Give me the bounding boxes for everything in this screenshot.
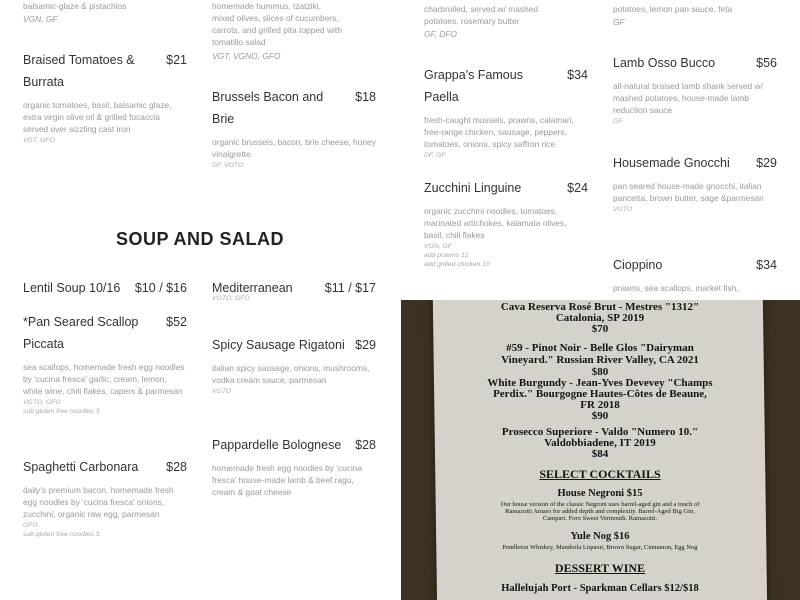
fragment-line: potatoes, rosemary butter — [424, 16, 520, 26]
item-price: $29 — [355, 338, 376, 352]
item-name-line: *Pan Seared Scallop — [23, 315, 139, 329]
item-name: Lentil Soup 10/16 — [23, 281, 121, 295]
item-price: $18 — [355, 90, 376, 104]
menu-item-braised-tomatoes — [23, 49, 187, 145]
item-tags: GF, VGTO — [212, 162, 244, 169]
item-price: $24 — [567, 181, 588, 195]
item-name — [23, 49, 135, 93]
cocktail-title: House Negroni $15 — [557, 488, 643, 499]
item-name-line: Piccata — [23, 337, 64, 351]
item-price: $34 — [567, 68, 588, 82]
item-price: $52 — [166, 315, 187, 329]
wine-line: #59 - Pinot Noir - Belle Glos "Dairyman — [506, 342, 694, 354]
item-price: $56 — [756, 56, 777, 70]
menu-item-cioppino — [613, 254, 777, 294]
fragment-desc: potatoes, lemon pan sauce, feta — [613, 4, 733, 14]
item-name: Brussels Bacon and Brie — [212, 90, 324, 126]
item-tags: VGTO — [212, 388, 232, 395]
item-name — [23, 311, 138, 355]
item-addon: sub gluten free noodles 3 — [23, 531, 100, 538]
item-addon: add grilled chicken 10 — [424, 261, 490, 268]
fragment-tags: GF, DFO — [424, 29, 457, 39]
wine-line: Catalonia, SP 2019 — [555, 312, 645, 324]
fragment-tags: VGN, GF — [23, 14, 58, 24]
fragment-line: carrots, and grilled pita topped with — [212, 25, 342, 35]
cocktail-desc: Our house version of the classic Negroni uses barrel-aged gin and a touch of — [500, 501, 700, 508]
wine-line: Prosecco Superiore - Valdo "Numero 10." — [501, 426, 699, 438]
item-description: organic brussels, bacon, brie cheese, honey vinaigrette — [212, 137, 376, 159]
item-price: $34 — [756, 258, 777, 272]
wine-list-photo — [401, 300, 800, 600]
fragment-line: charbroiled, served w/ mashed — [424, 4, 539, 14]
wine-line: Cava Reserva Rosé Brut - Mestres "1312" — [500, 301, 700, 313]
fragment-line: homemade hummus, tzatziki, — [212, 1, 321, 11]
item-addon: sub gluten free noodles 3 — [23, 408, 100, 415]
item-tags: VGTO — [613, 206, 633, 213]
item-tags: VGTO, GFO — [23, 399, 61, 406]
menu-item-zucchini — [424, 177, 588, 269]
fragment-tags: VGT, VGNO, GFO — [212, 51, 281, 61]
cocktail-desc: Ramazotti Amaro for added depth and complexity. Barrel-Aged Big Gin, — [505, 508, 695, 515]
item-description: organic zucchini noodles, tomatoes, marinated artichokes, kalamata olives, basil, chili flakes — [424, 206, 567, 240]
item-description: daily's premium bacon, homemade fresh egg noodles by 'cucina fresca' onions, zucchini, organic raw egg, parmesan — [23, 485, 174, 519]
item-name: Mediterranean — [212, 281, 293, 295]
item-name: Spicy Sausage Rigatoni — [212, 338, 345, 352]
item-tags: VGT, GFO — [23, 137, 55, 144]
wine-price: $80 — [591, 366, 609, 378]
menu-item-paella — [424, 64, 588, 160]
item-description: fresh-caught mussels, prawns, calamari, free-range chicken, sausage, peppers, tomatoes, onions, spicy saffron rice — [424, 115, 574, 149]
section-heading: SOUP AND SALAD — [116, 229, 285, 249]
item-tags: DF, GF — [424, 152, 446, 159]
item-name: Housemade Gnocchi — [613, 156, 730, 170]
item-name: Grappa's Famous Paella — [424, 68, 523, 104]
menu-item-lentil-soup — [23, 277, 187, 299]
item-description: homemade fresh egg noodles by 'cucina fresca' house-made lamb & beef ragu, cream & goat cheese — [212, 463, 363, 497]
fragment-line: mixed olives, slices of cucumbers, — [212, 13, 339, 23]
fragment-desc — [424, 3, 538, 27]
item-name: Pappardelle Bolognese — [212, 438, 342, 452]
wine-line: White Burgundy - Jean-Yves Devevey "Champs — [487, 377, 713, 389]
item-description: organic tomatoes, basil, balsamic glaze, extra virgin olive oil & grilled focaccia served over sizzling cast iron — [23, 100, 172, 134]
item-name: Lamb Osso Bucco — [613, 56, 716, 70]
menu-item-brussels — [212, 86, 376, 170]
item-description: pan seared house-made gnocchi, italian pancetta, brown butter, sage &parmesan — [613, 181, 764, 203]
item-tags: VGTO, GFO — [212, 295, 250, 302]
dessert-wine-heading: DESSERT WINE — [554, 561, 646, 575]
item-price: $28 — [166, 460, 187, 474]
item-tags: GF — [613, 118, 623, 125]
wine-price: $90 — [591, 410, 609, 422]
menu-item-carbonara — [23, 456, 187, 539]
item-name-line: Braised Tomatoes & — [23, 53, 135, 67]
menu-item-bolognese — [212, 434, 376, 498]
menu-item-mediterranean — [212, 277, 376, 303]
dessert-wine-line: Hallelujah Port - Sparkman Cellars $12/$18 — [501, 583, 699, 594]
menu-item-scallop-piccata — [23, 311, 187, 416]
fragment-desc — [212, 0, 342, 48]
item-price: $28 — [355, 438, 376, 452]
item-tags: GFO — [23, 522, 38, 529]
item-price: $21 — [166, 53, 187, 67]
wine-line: Valdobbiadene, IT 2019 — [544, 437, 656, 449]
cocktail-title: Yule Nog $16 — [570, 531, 630, 542]
wine-line: Perdix." Bourgogne Hautes-Côtes de Beaune, — [493, 388, 707, 400]
menu-item-gnocchi — [613, 152, 777, 214]
cocktail-desc: Pendleton Whiskey, Mandorla Liqueur, Brown Sugar, Cinnamon, Egg Nog — [502, 544, 698, 551]
item-addon: add prawns 12 — [424, 252, 469, 259]
item-description: prawns, sea scallops, market fish, — [613, 283, 739, 293]
item-name: Cioppino — [613, 258, 663, 272]
item-name: Spaghetti Carbonara — [23, 460, 139, 474]
fragment-line: tomatillo salad — [212, 37, 266, 47]
fragment-desc: balsamic-glaze & pistachios — [23, 1, 127, 11]
wine-line: Vineyard." Russian River Valley, CA 2021 — [501, 354, 699, 366]
wine-line: FR 2018 — [580, 399, 620, 411]
fragment-tags: GF — [613, 17, 625, 27]
item-price: $10 / $16 — [134, 281, 187, 295]
cocktails-heading: SELECT COCKTAILS — [539, 467, 661, 481]
item-price: $11 / $17 — [324, 281, 376, 295]
item-price: $29 — [756, 156, 777, 170]
menu-item-rigatoni — [212, 334, 376, 396]
item-name: Zucchini Linguine — [424, 181, 522, 195]
wine-price: $70 — [591, 323, 609, 335]
item-description: sea scallops, homemade fresh egg noodles by 'cucina fresca' garlic, cream, lemon, white wine, chili flakes, capers & parmesan — [23, 362, 185, 396]
item-tags: VGN, GF — [424, 243, 452, 250]
item-name-line: Burrata — [23, 75, 64, 89]
item-description: italian spicy sausage, onions, mushrooms, vodka cream sauce, parmesan — [212, 363, 370, 385]
item-description: all-natural braised lamb shank served w/ mashed potatoes, house-made lamb reduction sauce — [613, 81, 763, 115]
menu-item-osso-bucco — [613, 52, 777, 126]
wine-price: $84 — [591, 448, 609, 460]
cocktail-desc: Campari. Foro Sweet Vermouth. Ramazotti. — [542, 515, 658, 522]
